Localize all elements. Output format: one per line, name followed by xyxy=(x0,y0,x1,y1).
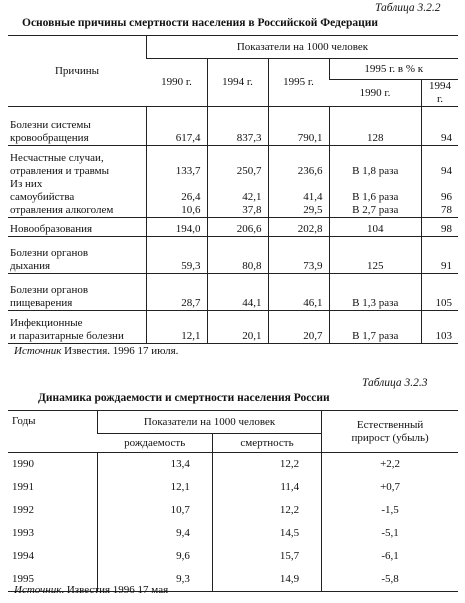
cell: +2,2 xyxy=(322,453,458,477)
table-title: Основные причины смертности населения в Российской Федерации xyxy=(22,17,379,29)
cell: 91 xyxy=(422,237,459,274)
cell: 202,8 xyxy=(268,218,329,237)
mortality-causes-table xyxy=(8,35,458,344)
cell: 26,4 xyxy=(147,191,208,204)
col-header-1990: 1990 г. xyxy=(147,59,208,107)
row-label: самоубийства xyxy=(10,191,75,203)
cell-year: 1993 xyxy=(12,527,34,539)
cell: 94 xyxy=(422,107,459,146)
row-label: Болезни органов дыхания xyxy=(8,237,147,274)
cell: 29,5 xyxy=(268,204,329,218)
cell: 10,6 xyxy=(147,204,208,218)
cell: 59,3 xyxy=(147,237,208,274)
row-label: Болезни органов пищеварения xyxy=(8,274,147,311)
col-header-pct: 1995 г. в % к xyxy=(329,59,458,80)
cell: -5,8 xyxy=(322,568,458,592)
table-row xyxy=(8,274,458,311)
cell: -1,5 xyxy=(322,499,458,522)
cell: 15,7 xyxy=(212,545,321,568)
cell: В 1,8 раза xyxy=(329,146,422,179)
cell: 78 xyxy=(422,204,459,218)
cell: 12,2 xyxy=(212,453,321,477)
source-note xyxy=(14,345,178,357)
col-header-deaths: смертность xyxy=(212,434,321,453)
cell: 20,7 xyxy=(268,311,329,344)
table-number: Таблица 3.2.3 xyxy=(362,377,428,389)
col-header-years: Годы xyxy=(8,411,97,453)
cell: 13,4 xyxy=(97,453,212,477)
col-header-pct-1994: 1994 г. xyxy=(422,80,459,107)
cell-year: 1995 xyxy=(12,573,34,585)
cell: 206,6 xyxy=(207,218,268,237)
cell: 12,1 xyxy=(147,311,208,344)
cell: 94 xyxy=(422,146,459,179)
table-row xyxy=(8,218,458,237)
cell: 10,7 xyxy=(97,499,212,522)
cell: 12,2 xyxy=(212,499,321,522)
table-row xyxy=(8,204,458,218)
source-note: Источник. Известия 1996 17 мая xyxy=(14,584,169,596)
cell: 73,9 xyxy=(268,237,329,274)
cell: 41,4 xyxy=(268,191,329,204)
cell: 12,1 xyxy=(97,476,212,499)
cell: 236,6 xyxy=(268,146,329,179)
row-label: Из них xyxy=(10,178,43,190)
cell: 837,3 xyxy=(207,107,268,146)
cell: 28,7 xyxy=(147,274,208,311)
source-label: Источник xyxy=(14,345,62,357)
cell: 9,4 xyxy=(97,522,212,545)
cell: В 1,6 раза xyxy=(329,191,422,204)
cell: 14,5 xyxy=(212,522,321,545)
table-row xyxy=(8,178,458,191)
table-number: Таблица 3.2.2 xyxy=(375,2,441,14)
cell: 104 xyxy=(329,218,422,237)
cell: 105 xyxy=(422,274,459,311)
col-header-group: Показатели на 1000 человек xyxy=(97,411,321,434)
cell: 44,1 xyxy=(207,274,268,311)
table-row xyxy=(8,107,458,146)
cell: 790,1 xyxy=(268,107,329,146)
cell: 125 xyxy=(329,237,422,274)
table-row xyxy=(8,522,458,545)
cell: 96 xyxy=(422,191,459,204)
cell: 98 xyxy=(422,218,459,237)
cell: -6,1 xyxy=(322,545,458,568)
row-label: Несчастные случаи, отравления и травмы xyxy=(10,152,109,177)
cell: 128 xyxy=(329,107,422,146)
cell: 9,6 xyxy=(97,545,212,568)
col-header-births: рождаемость xyxy=(97,434,212,453)
cell-year: 1991 xyxy=(12,481,34,493)
table-row xyxy=(8,476,458,499)
cell: 250,7 xyxy=(207,146,268,179)
cell: 37,8 xyxy=(207,204,268,218)
source-text: Известия. 1996 17 июля. xyxy=(64,345,179,357)
cell: 133,7 xyxy=(147,146,208,179)
col-header-group: Показатели на 1000 человек xyxy=(147,36,459,59)
row-label: отравления алкоголем xyxy=(8,204,147,218)
table-row xyxy=(8,146,458,179)
cell: 42,1 xyxy=(207,191,268,204)
cell: 9,3 xyxy=(97,568,212,592)
row-label: Болезни системы кровообращения xyxy=(8,107,147,146)
cell: 14,9 xyxy=(212,568,321,592)
cell: В 2,7 раза xyxy=(329,204,422,218)
cell-year: 1992 xyxy=(12,504,34,516)
cell: 617,4 xyxy=(147,107,208,146)
cell: 20,1 xyxy=(207,311,268,344)
cell-year: 1994 xyxy=(12,550,34,562)
source-text: Известия 1996 17 мая xyxy=(66,584,169,596)
cell: 11,4 xyxy=(212,476,321,499)
col-header-reasons: Причины xyxy=(8,36,147,107)
cell: 194,0 xyxy=(147,218,208,237)
cell: -5,1 xyxy=(322,522,458,545)
table-row xyxy=(8,499,458,522)
row-label: Новообразования xyxy=(8,218,147,237)
col-header-pct-1990: 1990 г. xyxy=(329,80,422,107)
cell: В 1,3 раза xyxy=(329,274,422,311)
cell-year: 1990 xyxy=(12,458,34,470)
cell: 80,8 xyxy=(207,237,268,274)
cell: 46,1 xyxy=(268,274,329,311)
source-label: Источник xyxy=(14,584,62,596)
table-row xyxy=(8,311,458,344)
col-header-1995: 1995 г. xyxy=(268,59,329,107)
col-header-natural: Естественный прирост (убыль) xyxy=(322,411,458,453)
cell: +0,7 xyxy=(322,476,458,499)
table-row xyxy=(8,191,458,204)
table-row xyxy=(8,453,458,477)
table-title: Динамика рождаемости и смертности населения России xyxy=(38,392,330,404)
cell: 103 xyxy=(422,311,459,344)
table-row xyxy=(8,545,458,568)
row-label: Инфекционные и паразитарные болезни xyxy=(8,311,147,344)
birth-death-table xyxy=(8,410,458,592)
col-header-1994: 1994 г. xyxy=(207,59,268,107)
cell: В 1,7 раза xyxy=(329,311,422,344)
table-row xyxy=(8,237,458,274)
